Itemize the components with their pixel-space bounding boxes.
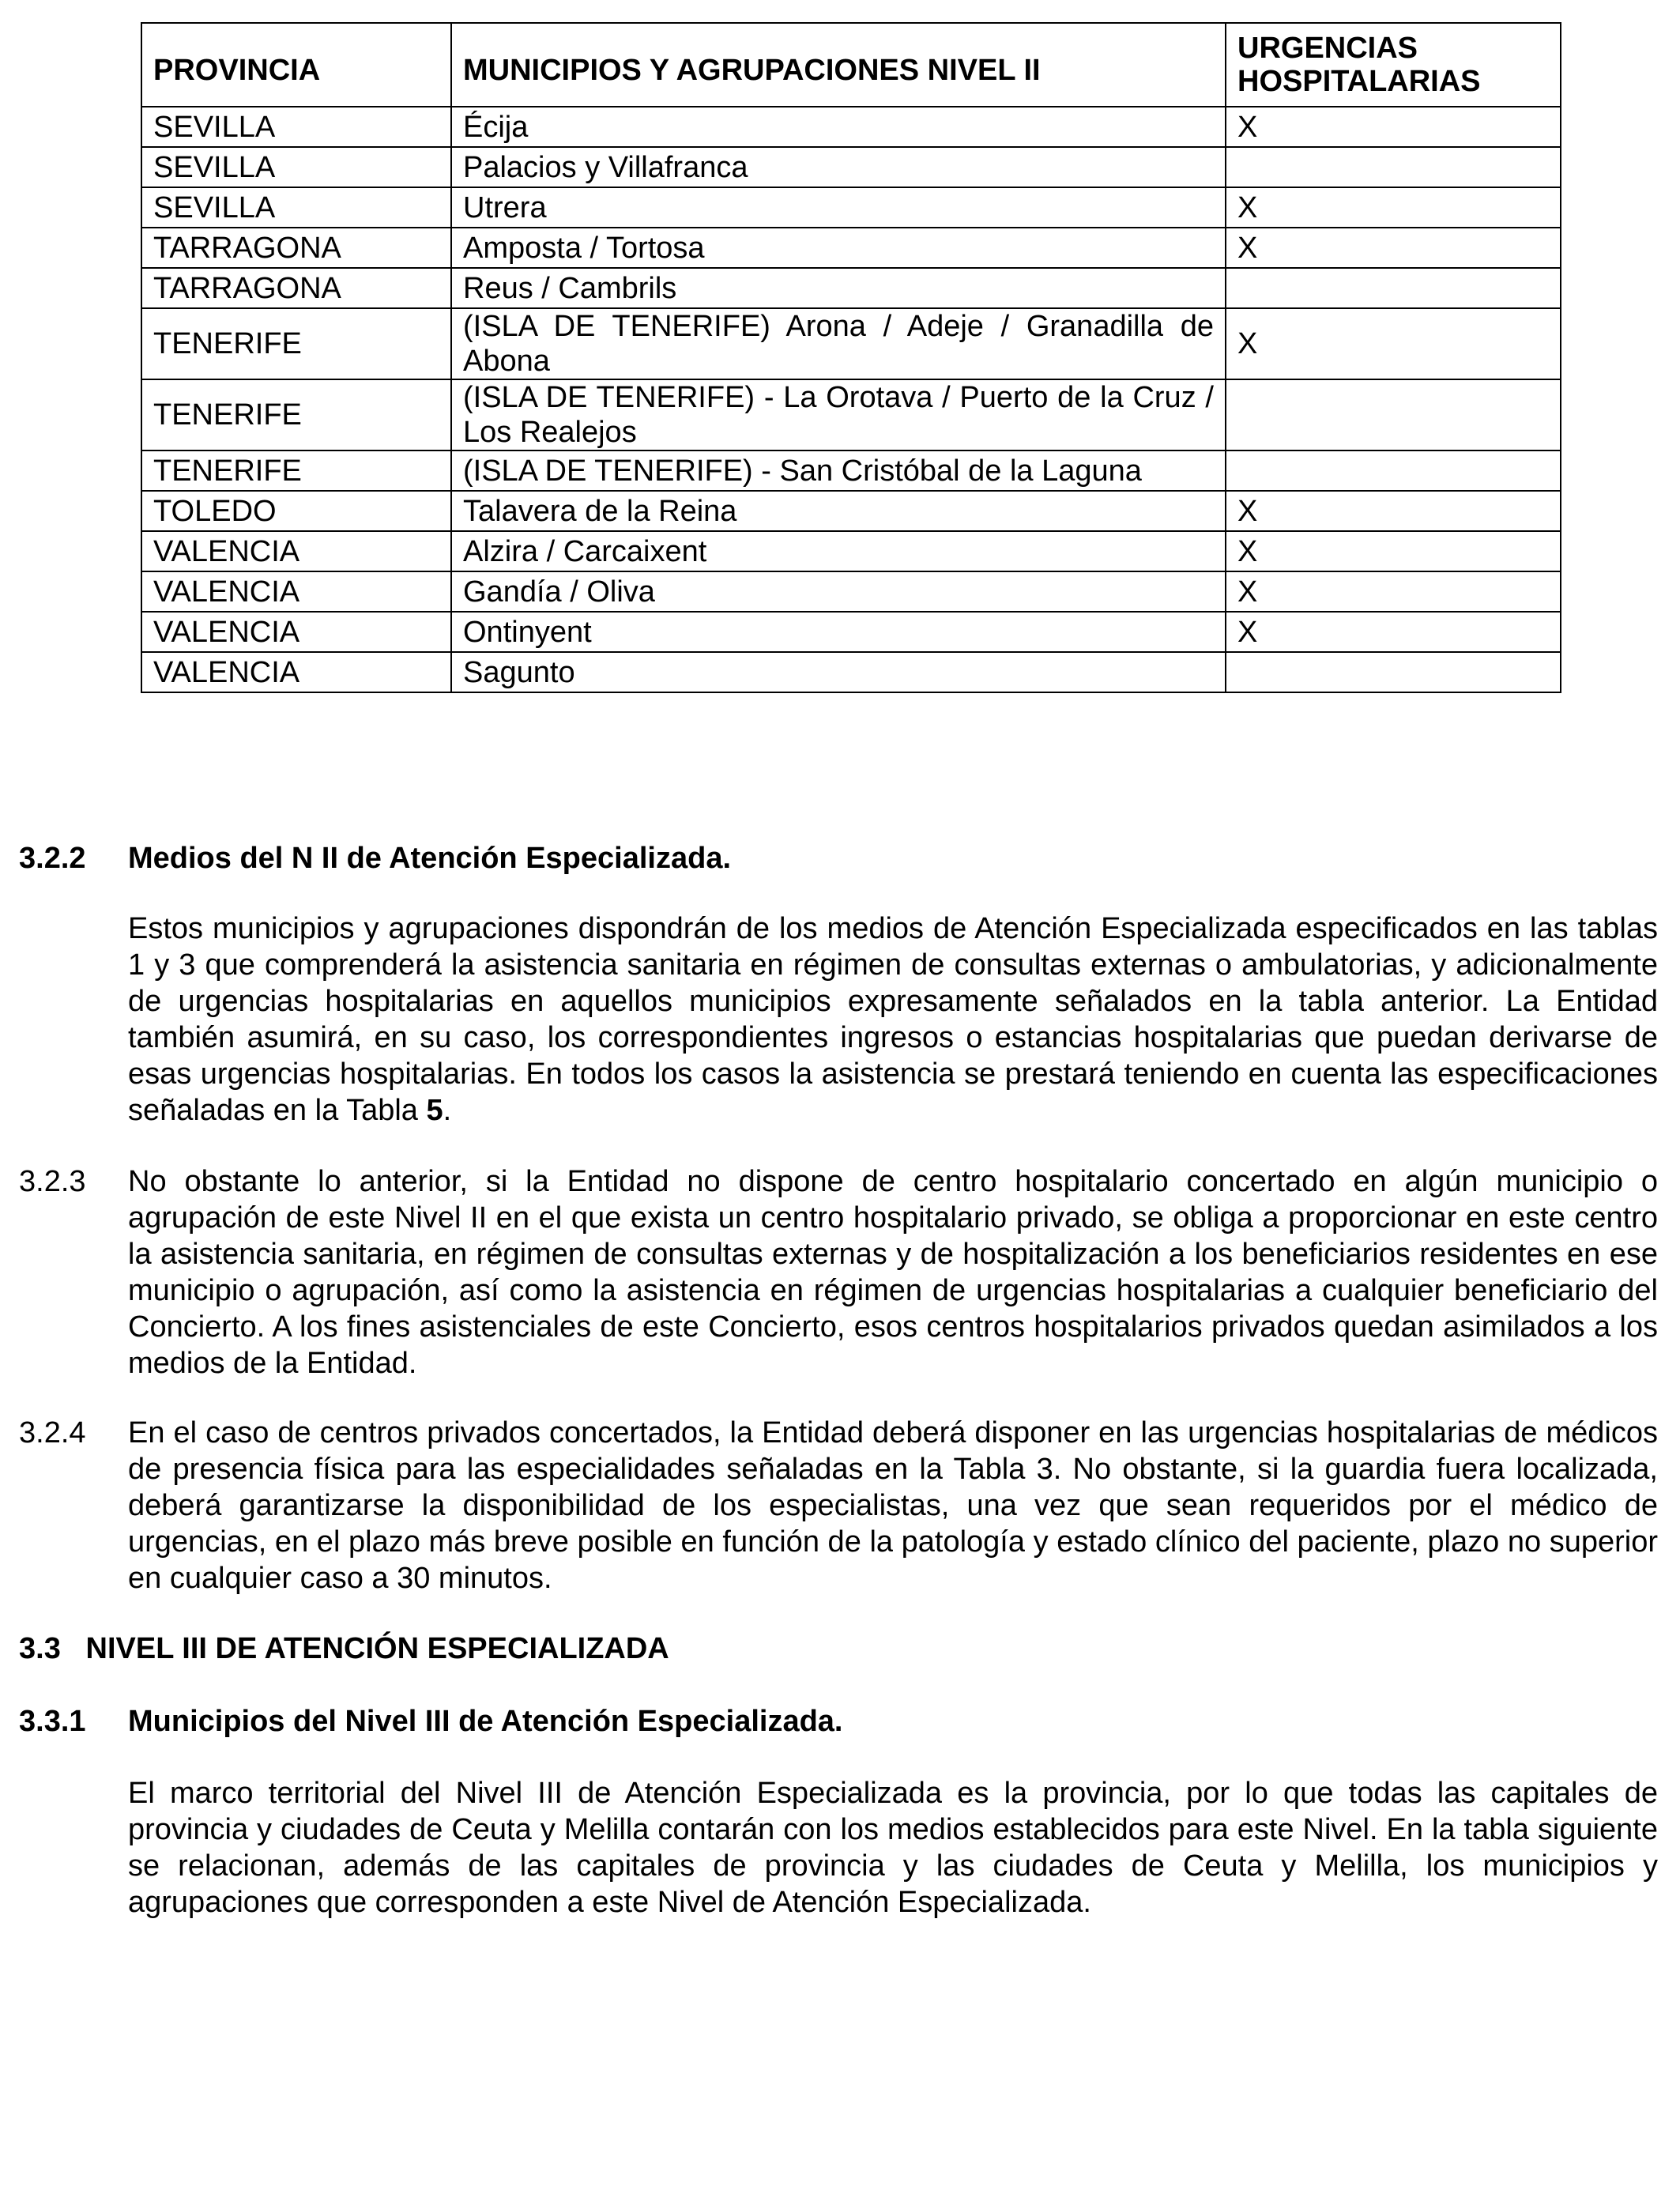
cell-urgencias: X — [1226, 228, 1561, 268]
paragraph-main: Estos municipios y agrupaciones dispondrán de los medios de Atención Especializada especificados en las tablas 1 y 3 que comprenderá la asistencia sanitaria en régimen de consultas externas o ambulatorias, y adicionalmente de urgencias hospitalarias en aquellos municipios expresamente señalados en la tabla anterior. La Entidad también asumirá, en su caso, los correspondientes ingresos o estancias hospitalarias que puedan derivarse de esas urgencias hospitalarias. En todos los casos la asistencia se prestará teniendo en cuenta las especificaciones señaladas en la Tabla — [128, 912, 1658, 1127]
cell-provincia: SEVILLA — [141, 147, 451, 187]
cell-municipio: Utrera — [451, 187, 1226, 228]
cell-provincia: VALENCIA — [141, 531, 451, 571]
header-municipios: MUNICIPIOS Y AGRUPACIONES NIVEL II — [451, 23, 1226, 107]
cell-urgencias: X — [1226, 187, 1561, 228]
cell-municipio: Sagunto — [451, 652, 1226, 692]
table-row — [141, 531, 1561, 571]
paragraph-end: . — [443, 1094, 452, 1127]
section-number: 3.2.4 — [19, 1416, 86, 1449]
table-row — [141, 612, 1561, 652]
section-3-3-heading: 3.3 NIVEL III DE ATENCIÓN ESPECIALIZADA — [19, 1632, 669, 1665]
section-3-2-2-paragraph — [19, 910, 1658, 1132]
cell-provincia: TENERIFE — [141, 450, 451, 491]
cell-municipio: Talavera de la Reina — [451, 491, 1226, 531]
cell-urgencias — [1226, 379, 1561, 450]
cell-provincia: TARRAGONA — [141, 268, 451, 308]
cell-municipio: Gandía / Oliva — [451, 571, 1226, 612]
cell-municipio: (ISLA DE TENERIFE) - La Orotava / Puerto de la Cruz / Los Realejos — [451, 379, 1226, 450]
section-number: 3.3.1 — [19, 1705, 86, 1738]
cell-urgencias: X — [1226, 107, 1561, 147]
table-row — [141, 187, 1561, 228]
table-row — [141, 491, 1561, 531]
table-header-row — [141, 23, 1561, 107]
paragraph-text: El marco territorial del Nivel III de Atención Especializada es la provincia, por lo que todas las capitales de provincia y ciudades de Ceuta y Melilla contarán con los medios establecidos para este Nivel. En la tabla siguiente se relacionan, además de las capitales de provincia y las ciudades de Ceuta y Melilla, los municipios y agrupaciones que corresponden a este Nivel de Atención Especializada. — [128, 1777, 1658, 1919]
section-number: 3.2.3 — [19, 1165, 86, 1198]
table-row — [141, 450, 1561, 491]
table-row — [141, 308, 1561, 379]
table-row — [141, 571, 1561, 612]
cell-provincia: SEVILLA — [141, 187, 451, 228]
cell-urgencias: X — [1226, 531, 1561, 571]
section-3-2-2-heading — [19, 840, 1658, 876]
section-3-3-1-heading — [19, 1703, 1658, 1740]
cell-urgencias: X — [1226, 612, 1561, 652]
table-reference: 5 — [426, 1094, 443, 1127]
cell-urgencias: X — [1226, 491, 1561, 531]
paragraph-text: En el caso de centros privados concertados, la Entidad deberá disponer en las urgencias hospitalarias de médicos de presencia física para las especialidades señaladas en la Tabla 3. No obstante, si la guardia fuera localizada, deberá garantizarse la disponibilidad de los especialistas, una vez que sean requeridos por el médico de urgencias, en el plazo más breve posible en función de la patología y estado clínico del paciente, plazo no superior en cualquier caso a 30 minutos. — [128, 1416, 1658, 1595]
section-3-2-3 — [19, 1163, 1658, 1385]
section-3-2-4 — [19, 1415, 1658, 1604]
table-row — [141, 228, 1561, 268]
cell-urgencias: X — [1226, 571, 1561, 612]
section-title: Medios del N II de Atención Especializada. — [128, 842, 732, 875]
cell-provincia: TENERIFE — [141, 379, 451, 450]
section-3-3-1-paragraph — [19, 1775, 1658, 1925]
table-row — [141, 147, 1561, 187]
municipios-nivel-ii-table — [141, 22, 1561, 693]
cell-urgencias — [1226, 450, 1561, 491]
cell-municipio: Palacios y Villafranca — [451, 147, 1226, 187]
cell-municipio: Amposta / Tortosa — [451, 228, 1226, 268]
cell-municipio: Reus / Cambrils — [451, 268, 1226, 308]
cell-provincia: VALENCIA — [141, 571, 451, 612]
cell-provincia: TARRAGONA — [141, 228, 451, 268]
cell-provincia: VALENCIA — [141, 612, 451, 652]
paragraph-text — [128, 910, 1658, 1129]
header-urgencias: URGENCIAS HOSPITALARIAS — [1226, 23, 1561, 107]
table-row — [141, 107, 1561, 147]
cell-municipio: Alzira / Carcaixent — [451, 531, 1226, 571]
header-provincia: PROVINCIA — [141, 23, 451, 107]
cell-urgencias — [1226, 652, 1561, 692]
table-row — [141, 379, 1561, 450]
cell-municipio: Écija — [451, 107, 1226, 147]
cell-provincia: VALENCIA — [141, 652, 451, 692]
section-number: 3.2.2 — [19, 842, 86, 875]
cell-urgencias — [1226, 268, 1561, 308]
cell-urgencias: X — [1226, 308, 1561, 379]
table-row — [141, 268, 1561, 308]
section-title: Municipios del Nivel III de Atención Especializada. — [128, 1705, 843, 1738]
cell-provincia: SEVILLA — [141, 107, 451, 147]
cell-provincia: TOLEDO — [141, 491, 451, 531]
cell-urgencias — [1226, 147, 1561, 187]
cell-municipio: Ontinyent — [451, 612, 1226, 652]
paragraph-text: No obstante lo anterior, si la Entidad no dispone de centro hospitalario concertado en algún municipio o agrupación de este Nivel II en el que exista un centro hospitalario privado, se obliga a proporcionar en este centro la asistencia sanitaria, en régimen de consultas externas y de hospitalización a los beneficiarios residentes en ese municipio o agrupación, así como la asistencia en régimen de urgencias hospitalarias a cualquier beneficiario del Concierto. A los fines asistenciales de este Concierto, esos centros hospitalarios privados quedan asimilados a los medios de la Entidad. — [128, 1165, 1658, 1380]
cell-provincia: TENERIFE — [141, 308, 451, 379]
cell-municipio: (ISLA DE TENERIFE) Arona / Adeje / Granadilla de Abona — [451, 308, 1226, 379]
cell-municipio: (ISLA DE TENERIFE) - San Cristóbal de la Laguna — [451, 450, 1226, 491]
table-row — [141, 652, 1561, 692]
